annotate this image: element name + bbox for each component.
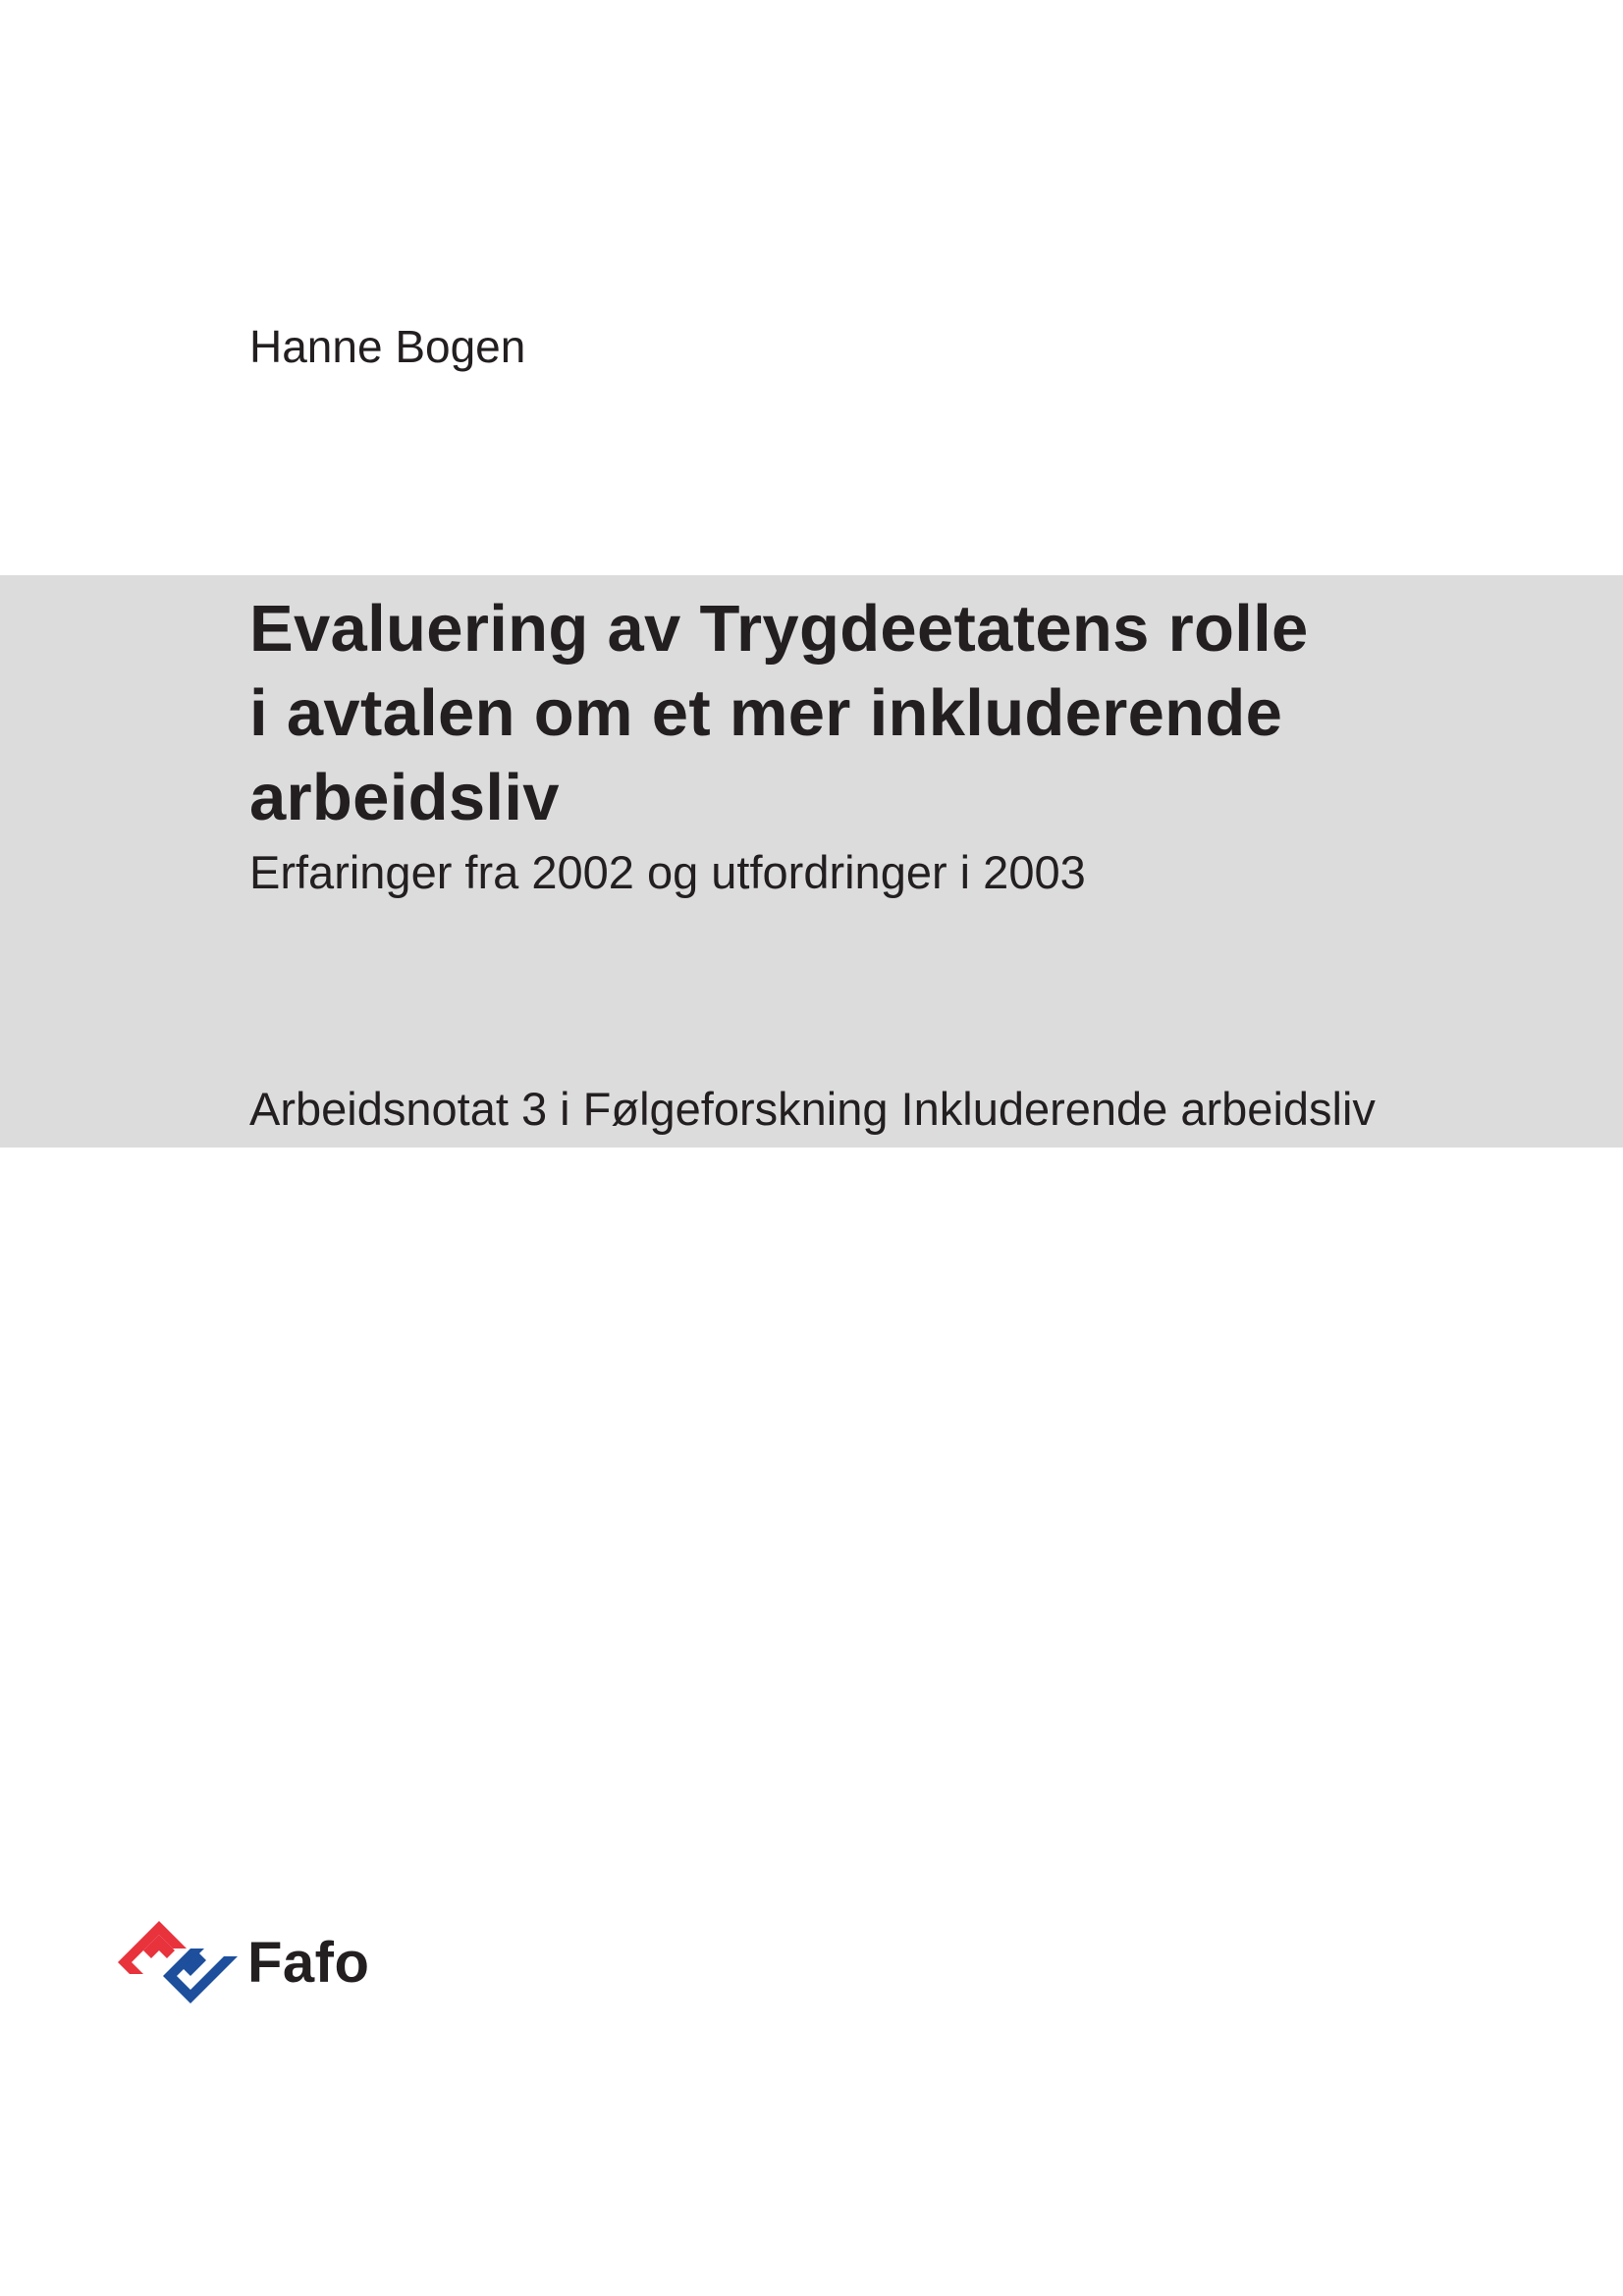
title-line-1: Evaluering av Trygdeetatens rolle <box>249 592 1309 666</box>
document-title <box>249 587 1526 840</box>
document-subtitle: Erfaringer fra 2002 og utfordringer i 2003 <box>249 846 1086 898</box>
fafo-logo-text: Fafo <box>247 1930 370 1995</box>
fafo-logo <box>118 1918 369 2006</box>
author-name: Hanne Bogen <box>249 321 526 372</box>
fafo-logo-mark-icon <box>118 1921 238 2003</box>
title-line-3: arbeidsliv <box>249 761 560 834</box>
title-line-2: i avtalen om et mer inkluderende <box>249 676 1283 750</box>
series-label: Arbeidsnotat 3 i Følgeforskning Inkluderende arbeidsliv <box>249 1083 1376 1135</box>
